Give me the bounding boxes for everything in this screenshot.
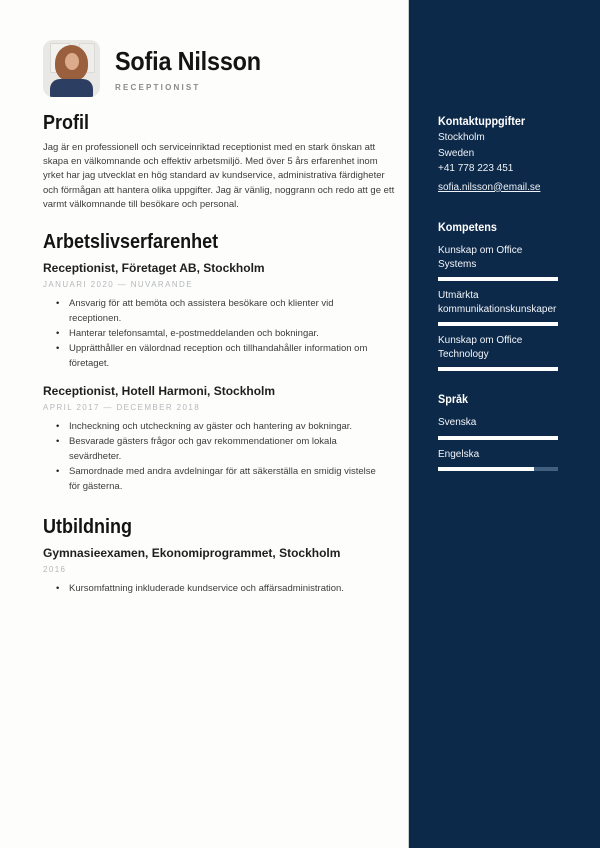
languages-heading: Språk bbox=[438, 394, 469, 406]
section-profile bbox=[43, 112, 395, 212]
language-bar-fill bbox=[438, 436, 558, 440]
skill-item bbox=[438, 244, 558, 281]
photo-face bbox=[65, 53, 79, 70]
job-title: Receptionist, Hotell Harmoni, Stockholm bbox=[43, 384, 276, 399]
job-bullets bbox=[56, 296, 392, 371]
candidate-job-title: RECEPTIONIST bbox=[115, 83, 201, 92]
job-bullet: • Besvarade gästers frågor och gav rekommendationer om lokala sevärdheter. bbox=[56, 434, 386, 464]
skills-section bbox=[438, 218, 558, 371]
section-experience bbox=[43, 231, 392, 494]
skill-bar-fill bbox=[438, 322, 558, 326]
language-item bbox=[438, 416, 558, 440]
profile-text: Jag är en professionell och serviceinriktad receptionist med en stark önskan att skapa en välkomnande och effektiv arbetsmiljö. Med över 5 års erfarenhet inom yrket har jag utvecklat en hög standard av kundservice, administrativa färdigheter och förmågan att hantera olika uppgifter. Jag är vänlig, noggrann och redo att ge ett varmt välkomnande till besökare och personal. bbox=[43, 142, 395, 210]
job-bullet: • Ansvarig för att bemöta och assistera besökare och klienter vid receptionen. bbox=[56, 296, 386, 326]
skill-label: Kunskap om Office Systems bbox=[438, 245, 523, 270]
header bbox=[43, 40, 392, 97]
skills-heading: Kompetens bbox=[438, 222, 497, 234]
job-bullets bbox=[56, 419, 392, 494]
skill-item bbox=[438, 334, 558, 371]
profile-heading: Profil bbox=[43, 112, 90, 134]
email-link[interactable]: sofia.nilsson@email.se bbox=[438, 181, 541, 193]
photo-body bbox=[50, 79, 93, 97]
skill-bar-fill bbox=[438, 277, 558, 281]
language-bar-track bbox=[438, 467, 558, 471]
language-label: Engelska bbox=[438, 448, 480, 460]
language-item bbox=[438, 448, 558, 472]
identity-block bbox=[115, 40, 277, 92]
profile-photo bbox=[43, 40, 100, 97]
education-bullet: • Kursomfattning inkluderade kundservice och affärsadministration. bbox=[56, 581, 386, 596]
job-bullet: • Upprätthåller en välordnad reception och tillhandahåller information om företaget. bbox=[56, 341, 386, 371]
skill-label: Kunskap om Office Technology bbox=[438, 335, 523, 360]
skill-bar-track bbox=[438, 277, 558, 281]
job-bullet: • Hanterar telefonsamtal, e-postmeddelanden och bokningar. bbox=[56, 326, 386, 341]
contact-section bbox=[438, 112, 558, 195]
contact-heading: Kontaktuppgifter bbox=[438, 116, 526, 128]
education-entry bbox=[43, 546, 392, 596]
candidate-name: Sofia Nilsson bbox=[115, 46, 261, 76]
job-period: APRIL 2017 — DECEMBER 2018 bbox=[43, 403, 201, 413]
language-bar-fill bbox=[438, 467, 534, 471]
languages-section bbox=[438, 390, 558, 471]
skill-bar-fill bbox=[438, 367, 558, 371]
job-bullet: • Samordnade med andra avdelningar för att säkerställa en smidig vistelse för gästerna. bbox=[56, 464, 386, 494]
skill-bar-track bbox=[438, 322, 558, 326]
sidebar bbox=[408, 0, 600, 848]
contact-phone: +41 778 223 451 bbox=[438, 163, 514, 174]
education-bullets bbox=[56, 581, 392, 596]
job-bullet: • Incheckning och utcheckning av gäster och hantering av bokningar. bbox=[56, 419, 386, 434]
experience-heading: Arbetslivserfarenhet bbox=[43, 231, 219, 254]
education-period: 2016 bbox=[43, 565, 67, 575]
education-title: Gymnasieexamen, Ekonomiprogrammet, Stockholm bbox=[43, 546, 341, 561]
skill-item bbox=[438, 289, 558, 326]
job-entry bbox=[43, 261, 392, 371]
job-entry bbox=[43, 384, 392, 494]
skill-bar-track bbox=[438, 367, 558, 371]
contact-country: Sweden bbox=[438, 147, 475, 159]
language-bar-track bbox=[438, 436, 558, 440]
skill-label: Utmärkta kommunikationskunskaper bbox=[438, 290, 557, 315]
contact-city: Stockholm bbox=[438, 132, 485, 143]
education-heading: Utbildning bbox=[43, 516, 132, 539]
job-period: JANUARI 2020 — NUVARANDE bbox=[43, 280, 193, 290]
job-title: Receptionist, Företaget AB, Stockholm bbox=[43, 261, 265, 276]
language-label: Svenska bbox=[438, 417, 477, 428]
section-education bbox=[43, 516, 392, 596]
